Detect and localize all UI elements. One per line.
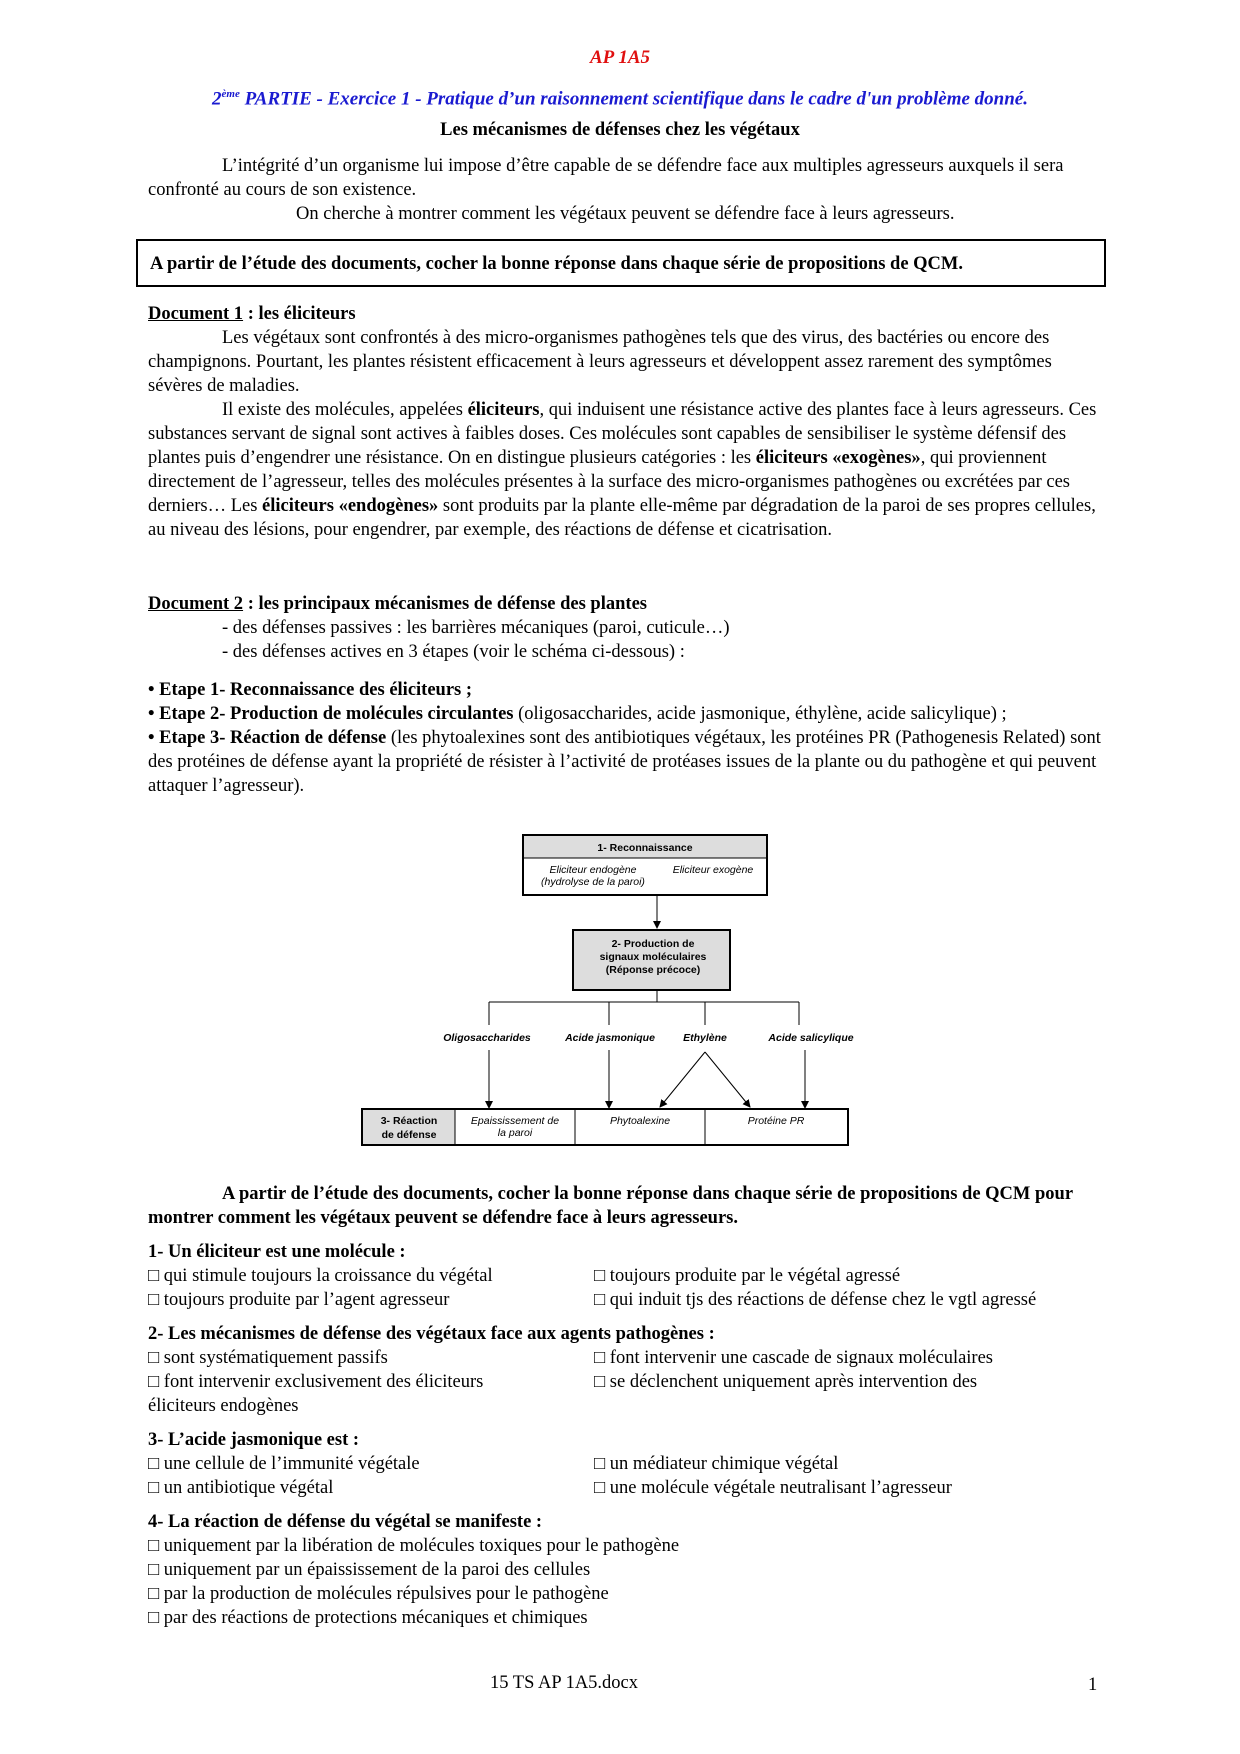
instruction-box: A partir de l’étude des documents, cocher la bonne réponse dans chaque série de propositions de QCM. <box>136 239 1106 287</box>
doc2-label: Document 2 <box>148 594 244 614</box>
part-num: 2 <box>212 88 222 110</box>
doc1-p1: Les végétaux sont confrontés à des micro-organismes pathogènes tels que des virus, des bactéries ou encore des champignons. Pourtant, les plantes résistent efficacement à leurs agresseurs et développent assez rarement des symptômes sévères de maladies. <box>148 328 1052 396</box>
q1-title: 1- Un éliciteur est une molécule : <box>148 1242 406 1262</box>
diagram-phytoalexin: Phytoalexine <box>609 1115 671 1127</box>
page-number: 1 <box>1088 1675 1098 1695</box>
doc2-line2: - des défenses actives en 3 étapes (voir le schéma ci-dessous) : <box>222 642 685 662</box>
diagram-thickening-2: la paroi <box>497 1127 533 1139</box>
q1-option[interactable]: □ qui stimule toujours la croissance du végétal <box>148 1266 493 1286</box>
q2-option[interactable]: □ sont systématiquement passifs <box>148 1348 388 1368</box>
q3-option[interactable]: □ une cellule de l’immunité végétale <box>148 1454 420 1474</box>
qcm <box>148 1182 1108 1630</box>
qcm-intro: A partir de l’étude des documents, cocher la bonne réponse dans chaque série de propositions de QCM pour montrer comment les végétaux peuvent se défendre face à leurs agresseurs. <box>148 1184 1073 1228</box>
q3-option[interactable]: □ une molécule végétale neutralisant l’agresseur <box>594 1478 952 1498</box>
signal-salicylic-acid: Acide salicylique <box>768 1032 854 1044</box>
q3-option[interactable]: □ un antibiotique végétal <box>148 1478 334 1498</box>
q4-option[interactable]: □ uniquement par la libération de molécules toxiques pour le pathogène <box>148 1536 680 1556</box>
signal-oligosaccharides: Oligosaccharides <box>443 1032 531 1044</box>
doc2-title: : les principaux mécanismes de défense des plantes <box>243 594 647 614</box>
doc1-label: Document 1 <box>148 304 244 324</box>
diagram-production-3: (Réponse précoce) <box>605 964 701 976</box>
diagram-production-1: 2- Production de <box>611 938 695 950</box>
diagram-thickening: Epaississement de <box>470 1115 560 1127</box>
step-2: • Etape 2- Production de molécules circulantes (oligosaccharides, acide jasmonique, éthylène, acide salicylique) ; <box>148 704 1007 724</box>
part-sup: ème <box>221 88 240 100</box>
q4-title: 4- La réaction de défense du végétal se manifeste : <box>148 1512 543 1532</box>
page-title: Les mécanismes de défenses chez les végétaux <box>440 120 800 140</box>
signal-jasmonic-acid: Acide jasmonique <box>565 1032 655 1044</box>
q4-option[interactable]: □ uniquement par un épaississement de la paroi des cellules <box>148 1560 591 1580</box>
q2-option-continued: éliciteurs endogènes <box>148 1396 299 1416</box>
q1-option[interactable]: □ qui induit tjs des réactions de défense chez le vgtl agressé <box>594 1290 1037 1310</box>
q2-title: 2- Les mécanismes de défense des végétaux face aux agents pathogènes : <box>148 1324 715 1344</box>
diagram-reaction-2: de défense <box>381 1129 437 1141</box>
q2-option[interactable]: □ font intervenir exclusivement des éliciteurs <box>148 1372 484 1392</box>
q3-title: 3- L’acide jasmonique est : <box>148 1430 360 1450</box>
diagram-production-2: signaux moléculaires <box>599 951 707 963</box>
doc2-line1: - des défenses passives : les barrières mécaniques (paroi, cuticule…) <box>222 618 730 638</box>
intro-p2: On cherche à montrer comment les végétaux peuvent se défendre face à leurs agresseurs. <box>296 204 955 224</box>
q2-option[interactable]: □ se déclenchent uniquement après intervention des <box>594 1372 978 1392</box>
diagram-recognition-title: 1- Reconnaissance <box>597 842 693 854</box>
footer-filename: 15 TS AP 1A5.docx <box>490 1673 639 1693</box>
q4-option[interactable]: □ par des réactions de protections mécaniques et chimiques <box>148 1608 588 1628</box>
q4-option[interactable]: □ par la production de molécules répulsives pour le pathogène <box>148 1584 609 1604</box>
q1-option[interactable]: □ toujours produite par l’agent agresseur <box>148 1290 450 1310</box>
diagram-endogenous: Eliciteur endogène <box>549 864 637 876</box>
step-3: • Etape 3- Réaction de défense (les phytoalexines sont des antibiotiques végétaux, les protéines PR (Pathogenesis Related) sont des protéines de défense ayant la propriété de résister à l’activité de protéases issues de la plante ou du pathogène et qui peuvent attaquer l’agresseur). <box>148 728 1101 796</box>
doc-code: AP 1A5 <box>590 47 650 68</box>
part-text: PARTIE - Exercice 1 - Pratique d’un raisonnement scientifique dans le cadre d'un problème donné. <box>239 88 1028 110</box>
diagram-reaction-1: 3- Réaction <box>380 1115 438 1127</box>
step-1: • Etape 1- Reconnaissance des éliciteurs ; <box>148 680 473 700</box>
q2-option[interactable]: □ font intervenir une cascade de signaux moléculaires <box>594 1348 994 1368</box>
diagram-pr-protein: Protéine PR <box>747 1115 805 1127</box>
intro-p1: L’intégrité d’un organisme lui impose d’être capable de se défendre face aux multiples agresseurs auxquels il sera confronté au cours de son existence. <box>148 156 1064 200</box>
doc1-p2: Il existe des molécules, appelées éliciteurs, qui induisent une résistance active des plantes face à leurs agresseurs. Ces substances servant de signal sont actives à faibles doses. Ces molécules sont capables de sensibiliser le système défensif des plantes puis d’engendrer une résistance. On en distingue plusieurs catégories : les éliciteurs «exogènes», qui proviennent directement de l’agresseur, telles des molécules présentes à la surface des micro-organismes pathogènes ou excrétées par ces derniers… Les éliciteurs «endogènes» sont produits par la plante elle-même par dégradation de la paroi de ses propres cellules, au niveau des lésions, pour engendrer, par exemple, des réactions de défense et cicatrisation. <box>148 400 1097 540</box>
doc1-title: : les éliciteurs <box>243 304 356 324</box>
diagram-endogenous-sub: (hydrolyse de la paroi) <box>541 876 645 888</box>
q1-option[interactable]: □ toujours produite par le végétal agressé <box>594 1266 901 1286</box>
q3-option[interactable]: □ un médiateur chimique végétal <box>594 1454 839 1474</box>
signal-ethylene: Ethylène <box>683 1032 727 1044</box>
diagram-exogenous: Eliciteur exogène <box>672 864 754 876</box>
